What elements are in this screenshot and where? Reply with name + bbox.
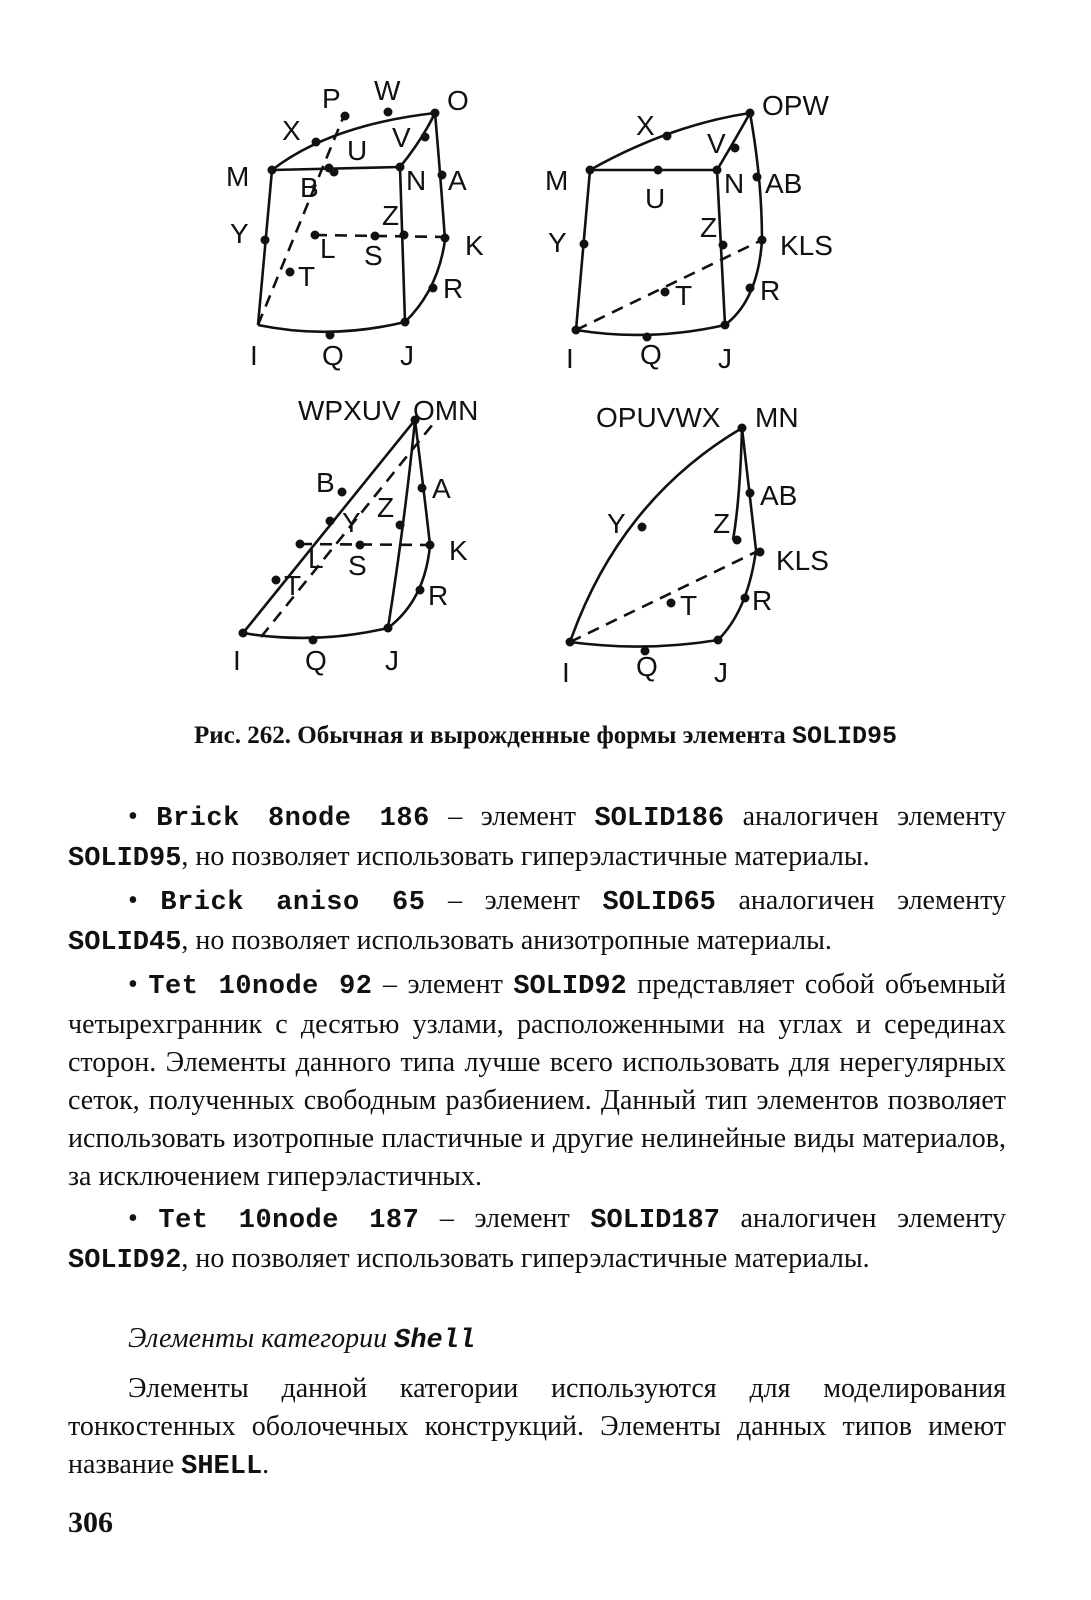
pyramid-label-S: S [348, 550, 367, 581]
wedge-label-N: N [724, 168, 745, 199]
brick-label-R: R [443, 273, 464, 304]
item-text-end: , но позволяет использовать гиперэластичные материалы. [181, 1243, 870, 1274]
item-text: аналогичен элементу [715, 885, 1006, 916]
pyramid-label-top: WPXUV [298, 395, 401, 426]
item-dash: – элемент [425, 885, 603, 916]
tet-label-Y: Y [607, 508, 626, 539]
item-element: SOLID65 [602, 888, 716, 918]
item-dash: – элемент [372, 969, 514, 1000]
section-paragraph [68, 1370, 1006, 1486]
tet-label-KLS: KLS [776, 545, 829, 576]
section-paragraph-text: Элементы данной категории используются для моделирования тонкостенных оболочечных конструкций. Элементы данных типов имеют название [68, 1373, 1006, 1480]
tet-label-Z: Z [713, 508, 731, 539]
wedge-label-T: T [675, 280, 693, 311]
wedge-label-X: X [636, 110, 655, 141]
pyramid-label-L: L [308, 543, 324, 574]
item-name: Tet 10node 187 [158, 1206, 420, 1236]
item-element: SOLID92 [513, 972, 627, 1002]
item-element: SOLID187 [590, 1206, 720, 1236]
pyramid-label-J: J [385, 645, 399, 676]
brick-label-Z: Z [382, 200, 400, 231]
wedge-label-OPW: OPW [762, 90, 829, 121]
list-item: • Brick 8node 186 – элемент SOLID186 аналогичен элементу SOLID95, но позволяет использовать гиперэластичные материалы. [68, 801, 1006, 874]
brick-label-T: T [298, 261, 316, 292]
item-ref: SOLID92 [68, 1246, 182, 1276]
brick-label-A: A [448, 165, 467, 196]
tetrahedron-shape [570, 428, 760, 647]
tet-label-Q: Q [636, 651, 658, 682]
section-paragraph-code: SHELL [181, 1452, 263, 1482]
brick-label-X: X [282, 115, 301, 146]
wedge-label-Y: Y [548, 227, 567, 258]
brick-label-B: B [300, 172, 319, 203]
item-ref: SOLID95 [68, 844, 182, 874]
item-text-end: , но позволяет использовать гиперэластичные материалы. [181, 841, 870, 872]
brick-label-S: S [364, 240, 383, 271]
brick-label-M: M [226, 161, 250, 192]
list-item: • Tet 10node 187 – элемент SOLID187 аналогичен элементу SOLID92, но позволяет использовать гиперэластичные материалы. [68, 1203, 1006, 1276]
pyramid-label-R: R [428, 580, 449, 611]
wedge-label-U: U [645, 183, 666, 214]
item-text-end: , но позволяет использовать анизотропные материалы. [181, 925, 832, 956]
wedge-label-M: M [545, 165, 569, 196]
pyramid-label-A: A [432, 473, 451, 504]
pyramid-label-Y: Y [342, 507, 361, 538]
brick-label-I: I [250, 340, 258, 371]
brick-label-Q: Q [322, 340, 344, 371]
item-text: представляет собой объемный четырехгранник с десятью узлами, расположенными на углах и серединах сторон. Элементы данного типа лучше всего использовать для нерегулярных сеток, полученных свободным разбиением. Данный тип элементов позволяет использовать изотропные пластичные и другие нелинейные виды материалов, за исключением гиперэластичных. [68, 969, 1006, 1192]
list-item: • Tet 10node 92 – элемент SOLID92 представляет собой объемный четырехгранник с десятью узлами, расположенными на углах и серединах сторон. Элементы данного типа лучше всего использовать для нерегулярных сеток, полученных свободным разбиением. Данный тип элементов позволяет использовать изотропные пластичные и другие нелинейные виды материалов, за исключением гиперэластичных. [68, 969, 1006, 1192]
tet-label-J: J [714, 657, 728, 688]
wedge-label-R: R [760, 275, 781, 306]
item-element: SOLID186 [594, 804, 725, 834]
tet-label-top2: MN [755, 402, 799, 433]
brick-label-V: V [392, 122, 411, 153]
tet-label-T: T [680, 590, 698, 621]
pyramid-label-Q: Q [305, 645, 327, 676]
brick-label-N: N [406, 165, 427, 196]
figure-caption [0, 722, 1091, 751]
section-paragraph-end: . [262, 1449, 270, 1480]
brick-label-Y: Y [230, 218, 249, 249]
brick-label-K: K [465, 230, 484, 261]
tet-label-AB: AB [760, 480, 798, 511]
pyramid-label-top2: OMN [413, 395, 479, 426]
wedge-label-I: I [566, 343, 574, 374]
wedge-label-Q: Q [640, 339, 662, 370]
wedge-label-J: J [718, 343, 732, 374]
brick-label-J: J [400, 340, 414, 371]
section-heading [68, 1320, 1006, 1360]
body-text [68, 798, 1006, 1490]
element-shapes-figure [0, 0, 1091, 700]
item-ref: SOLID45 [68, 928, 182, 958]
caption-code: SOLID95 [791, 722, 897, 751]
wedge-label-Z: Z [700, 212, 718, 243]
item-text: аналогичен элементу [724, 801, 1006, 832]
brick-label-P: P [322, 83, 341, 114]
item-name: Brick 8node 186 [156, 804, 430, 834]
tet-label-I: I [562, 657, 570, 688]
caption-text: Рис. 262. Обычная и вырожденные формы элемента [193, 722, 792, 749]
item-dash: – элемент [429, 801, 595, 832]
pyramid-shape [243, 420, 433, 638]
pyramid-label-B: B [316, 467, 335, 498]
section-title: Элементы категории [128, 1323, 395, 1354]
brick-label-U: U [347, 135, 368, 166]
pyramid-label-K: K [449, 535, 468, 566]
item-text: аналогичен элементу [719, 1203, 1006, 1234]
wedge-label-V: V [707, 128, 726, 159]
item-name: Tet 10node 92 [148, 972, 373, 1002]
wedge-label-KLS: KLS [780, 230, 833, 261]
brick-label-L: L [320, 233, 336, 264]
item-dash: – элемент [419, 1203, 591, 1234]
pyramid-label-Z: Z [377, 492, 395, 523]
page-number: 306 [68, 1506, 113, 1539]
item-name: Brick aniso 65 [160, 888, 426, 918]
section-title-code: Shell [394, 1326, 476, 1356]
list-item: • Brick aniso 65 – элемент SOLID65 аналогичен элементу SOLID45, но позволяет использовать анизотропные материалы. [68, 885, 1006, 958]
tet-label-R: R [752, 585, 773, 616]
pyramid-label-T: T [284, 570, 302, 601]
brick-label-O: O [447, 85, 469, 116]
tet-label-top: OPUVWX [596, 402, 721, 433]
wedge-label-AB: AB [765, 168, 803, 199]
pyramid-label-I: I [233, 645, 241, 676]
brick-label-W: W [374, 75, 401, 106]
